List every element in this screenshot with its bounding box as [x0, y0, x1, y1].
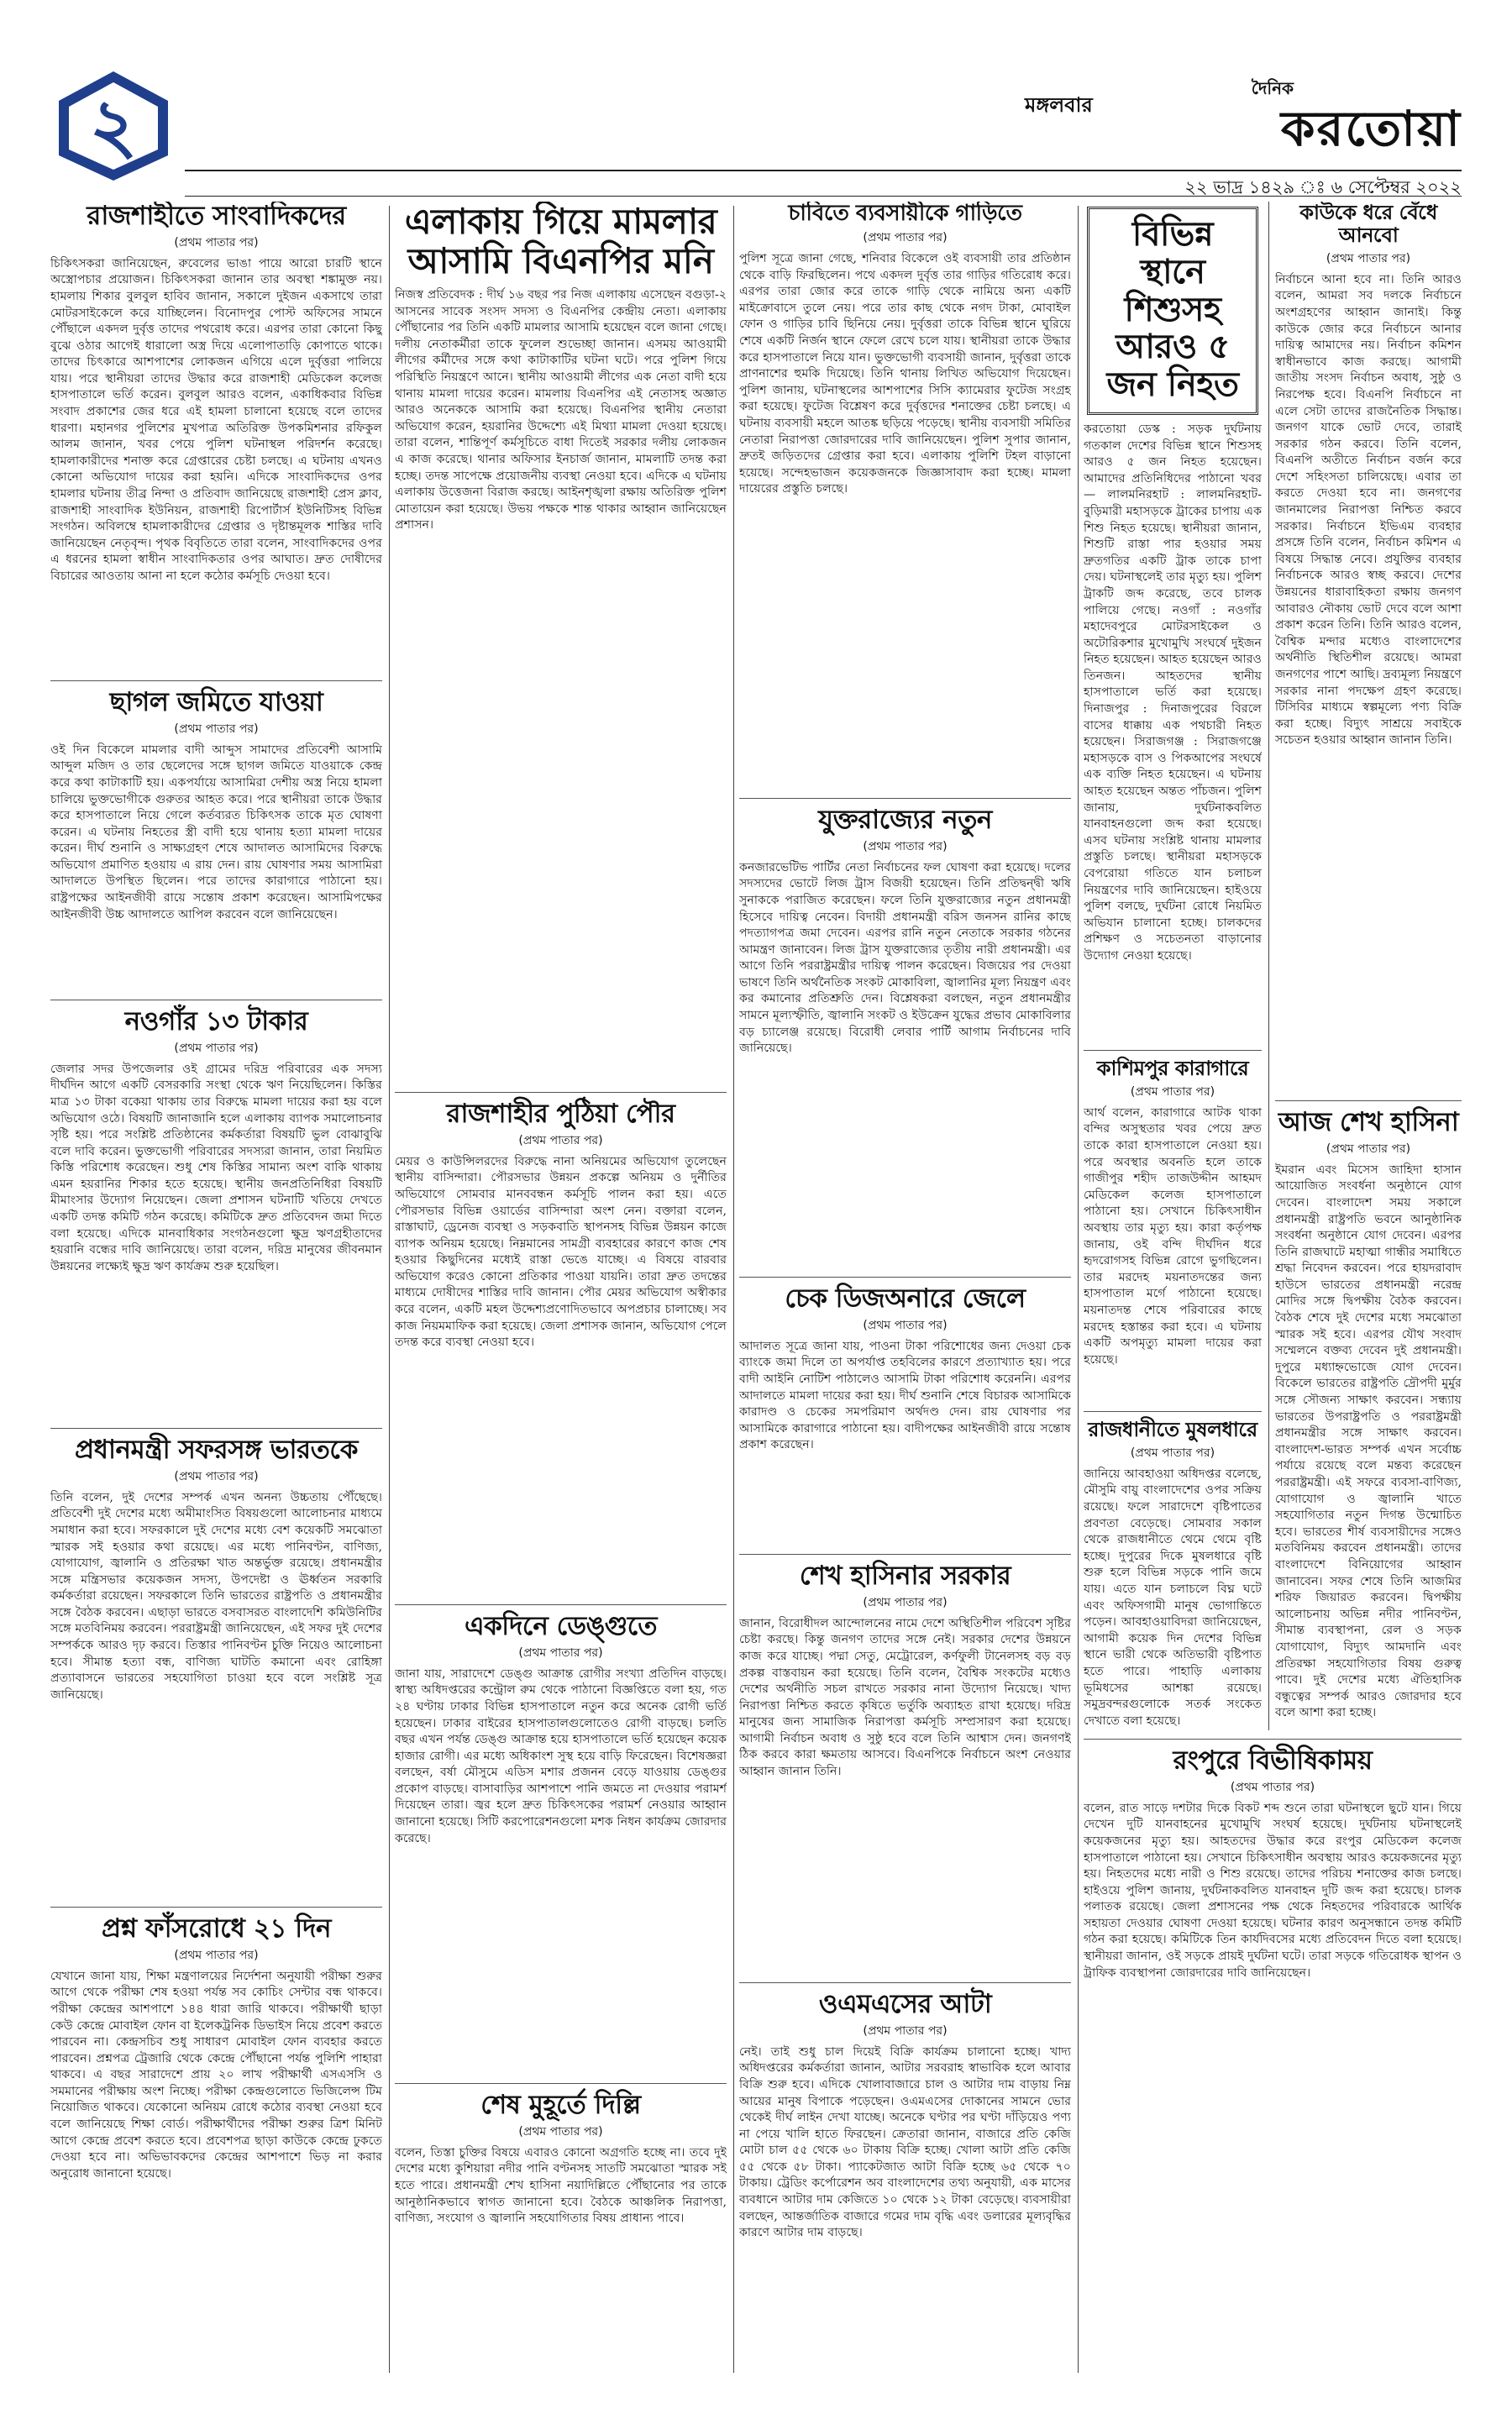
column-4-left — [1084, 202, 1262, 1730]
story-body: জানিয়ে আবহাওয়া অধিদপ্তর বলেছে, মৌসুমি বায়ু বাংলাদেশের ওপর সক্রিয় রয়েছে। ফলে সারাদেশে বৃষ্টিপাতের প্রবণতা বেড়েছে। সোমবার সকাল থেকে রাজধানীতে থেমে থেমে বৃষ্টি হচ্ছে। দুপুরের দিকে মুষলধারে বৃষ্টি শুরু হলে বিভিন্ন সড়কে পানি জমে যায়। এতে যান চলাচলে বিঘ্ন ঘটে এবং অফিসগামী মানুষ ভোগান্তিতে পড়েন। আবহাওয়াবিদরা জানিয়েছেন, আগামী কয়েক দিন দেশের বিভিন্ন স্থানে ভারী থেকে অতিভারী বৃষ্টিপাত হতে পারে। পাহাড়ি এলাকায় ভূমিধসের আশঙ্কা রয়েছে। সমুদ্রবন্দরগুলোকে সতর্ক সংকেত দেখাতে বলা হয়েছে। — [1084, 1467, 1262, 1728]
story-body: তিনি বলেন, দুই দেশের সম্পর্ক এখন অনন্য উচ্চতায় পৌঁছেছে। প্রতিবেশী দুই দেশের মধ্যে অমীমাংসিত বিষয়গুলো আলোচনার মাধ্যমে সমাধান করা হবে। সফরকালে দুই দেশের মধ্যে বেশ কয়েকটি সমঝোতা স্মারক সই হওয়ার কথা রয়েছে। এর মধ্যে পানিবণ্টন, বাণিজ্য, যোগাযোগ, জ্বালানি ও প্রতিরক্ষা খাত অন্তর্ভুক্ত রয়েছে। প্রধানমন্ত্রীর সঙ্গে মন্ত্রিসভার কয়েকজন সদস্য, উপদেষ্টা ও ঊর্ধ্বতন সরকারি কর্মকর্তারা রয়েছেন। সফরকালে তিনি ভারতের রাষ্ট্রপতি ও প্রধানমন্ত্রীর সঙ্গে বৈঠক করবেন। এছাড়া ভারতে বসবাসরত বাংলাদেশি কমিউনিটির সঙ্গে মতবিনিময় করবেন। পররাষ্ট্রমন্ত্রী জানিয়েছেন, এই সফর দুই দেশের সম্পর্ককে আরও দৃঢ় করবে। তিস্তার পানিবণ্টন চুক্তি নিয়েও আলোচনা হবে। সীমান্ত হত্যা বন্ধ, বাণিজ্য ঘাটতি কমানো এবং রোহিঙ্গা প্রত্যাবাসনে ভারতের সহযোগিতা চাওয়া হবে বলে সংশ্লিষ্ট সূত্র জানিয়েছে। — [50, 1490, 382, 1702]
story-body: নির্বাচনে আনা হবে না। তিনি আরও বলেন, আমরা সব দলকে নির্বাচনে অংশগ্রহণের আহ্বান জানাই। কিন্তু কাউকে জোর করে নির্বাচনে আনার দায়িত্ব আমাদের নয়। নির্বাচন কমিশন স্বাধীনভাবে কাজ করছে। আগামী জাতীয় সংসদ নির্বাচন অবাধ, সুষ্ঠু ও নিরপেক্ষ হবে। বিএনপি নির্বাচনে না এলে সেটা তাদের রাজনৈতিক সিদ্ধান্ত। জনগণ যাকে ভোট দেবে, তারাই সরকার গঠন করবে। তিনি বলেন, বিএনপি অতীতে নির্বাচন বর্জন করে দেশে সহিংসতা চালিয়েছে। এবার তা করতে দেওয়া হবে না। জনগণের জানমালের নিরাপত্তা নিশ্চিত করবে সরকার। নির্বাচনে ইভিএম ব্যবহার প্রসঙ্গে তিনি বলেন, নির্বাচন কমিশন এ বিষয়ে সিদ্ধান্ত নেবে। প্রযুক্তির ব্যবহার নির্বাচনকে আরও স্বচ্ছ করবে। দেশের উন্নয়নের ধারাবাহিকতা রক্ষায় জনগণ আবারও নৌকায় ভোট দেবে বলে আশা প্রকাশ করেন তিনি। তিনি আরও বলেন, বৈশ্বিক মন্দার মধ্যেও বাংলাদেশের অর্থনীতি স্থিতিশীল রয়েছে। আমরা জনগণের পাশে আছি। দ্রব্যমূল্য নিয়ন্ত্রণে সরকার নানা পদক্ষেপ গ্রহণ করেছে। টিসিবির মাধ্যমে স্বল্পমূল্যে পণ্য বিক্রি করা হচ্ছে। বিদ্যুৎ সাশ্রয়ে সবাইকে সচেতন হওয়ার আহ্বান জানান তিনি। — [1275, 272, 1462, 748]
story-body: চিকিৎসকরা জানিয়েছেন, রুবেলের ভাঙা পায়ে আরো চারটি স্থানে অস্ত্রোপচার প্রয়োজন। চিকিৎসকরা জানান তার অবস্থা শঙ্কামুক্ত নয়। হামলায় শিকার বুলবুল হাবিব জানান, সকালে দুইজন একসাথে তারা মোটরসাইকেলে করে যাচ্ছিলেন। বিনোদপুর পোস্ট অফিসের সামনে পৌঁছালে একদল দুর্বৃত্ত তাদের পথরোধ করে। এরপর তারা কোনো কিছু বুঝে ওঠার আগেই ধারালো অস্ত্র দিয়ে এলোপাতাড়ি কোপাতে থাকে। তাদের চিৎকারে আশপাশের লোকজন এগিয়ে এলে দুর্বৃত্তরা পালিয়ে যায়। পরে স্থানীয়রা তাদের উদ্ধার করে রাজশাহী মেডিকেল কলেজ হাসপাতালে ভর্তি করেন। বুলবুল আরও বলেন, একাধিকবার বিভিন্ন সংবাদ প্রকাশের জের ধরে এই হামলা চালানো হয়েছে বলে তাদের ধারণা। মহানগর পুলিশের মুখপাত্র অতিরিক্ত উপকমিশনার রফিকুল আলম জানান, খবর পেয়ে পুলিশ ঘটনাস্থল পরিদর্শন করেছে। হামলাকারীদের শনাক্ত করে গ্রেপ্তারের চেষ্টা চলছে। এ ঘটনায় এখনও কোনো অভিযোগ দায়ের করা হয়নি। এদিকে সাংবাদিকদের ওপর হামলার ঘটনায় তীব্র নিন্দা ও প্রতিবাদ জানিয়েছে রাজশাহী প্রেস ক্লাব, রাজশাহী সাংবাদিক ইউনিয়ন, রাজশাহী রিপোর্টার্স ইউনিটিসহ বিভিন্ন সংগঠন। অবিলম্বে হামলাকারীদের গ্রেপ্তার ও দৃষ্টান্তমূলক শাস্তির দাবি জানিয়েছেন নেতৃবৃন্দ। পৃথক বিবৃতিতে তারা বলেন, সাংবাদিকদের ওপর এ ধরনের হামলা স্বাধীন সাংবাদিকতার ওপর আঘাত। দ্রুত দোষীদের বিচারের আওতায় আনা না হলে কঠোর কর্মসূচি দেওয়া হবে। — [50, 256, 382, 583]
column-4-right — [1275, 202, 1462, 1730]
story-headline: যুক্তরাজ্যের নতুন — [818, 805, 992, 835]
story-headline: আজ শেখ হাসিনা — [1278, 1107, 1459, 1137]
story-pm-india — [50, 1428, 382, 1898]
story-kashimpur — [1084, 1050, 1262, 1403]
continued-label: (প্রথম পাতার পর) — [174, 722, 259, 736]
story-body: আর্থ বলেন, কারাগারে আটক থাকা বন্দির অসুস্থতার খবর পেয়ে দ্রুত তাকে কারা হাসপাতালে নেওয়া হয়। পরে অবস্থার অবনতি হলে তাকে গাজীপুর শহীদ তাজউদ্দীন আহমদ মেডিকেল কলেজ হাসপাতালে পাঠানো হয়। সেখানে চিকিৎসাধীন অবস্থায় তার মৃত্যু হয়। কারা কর্তৃপক্ষ জানায়, ওই বন্দি দীর্ঘদিন ধরে হৃদরোগসহ বিভিন্ন রোগে ভুগছিলেন। তার মরদেহ ময়নাতদন্তের জন্য হাসপাতাল মর্গে পাঠানো হয়েছে। ময়নাতদন্ত শেষে পরিবারের কাছে মরদেহ হস্তান্তর করা হবে। এ ঘটনায় একটি অপমৃত্যু মামলা দায়ের করা হয়েছে। — [1084, 1105, 1262, 1367]
story-body: ওই দিন বিকেলে মামলার বাদী আব্দুস সামাদের প্রতিবেশী আসামি আব্দুল মজিদ ও তার ছেলেদের সঙ্গে ছাগল জমিতে যাওয়াকে কেন্দ্র করে কথা কাটাকাটি হয়। একপর্যায়ে আসামিরা দেশীয় অস্ত্র নিয়ে হামলা চালিয়ে ভুক্তভোগীকে গুরুতর আহত করে। পরে স্থানীয়রা তাকে উদ্ধার করে হাসপাতালে নিয়ে গেলে কর্তব্যরত চিকিৎসক তাকে মৃত ঘোষণা করেন। এ ঘটনায় নিহতের স্ত্রী বাদী হয়ে থানায় হত্যা মামলা দায়ের করেন। দীর্ঘ শুনানি ও সাক্ষ্যগ্রহণ শেষে আদালত আসামিদের বিরুদ্ধে অভিযোগ প্রমাণিত হওয়ায় এ রায় দেন। রায় ঘোষণার সময় আসামিরা আদালতে উপস্থিত ছিলেন। পরে তাদের কারাগারে পাঠানো হয়। রাষ্ট্রপক্ষের আইনজীবী রায়ে সন্তোষ প্রকাশ করেছেন। আসামিপক্ষের আইনজীবী উচ্চ আদালতে আপিল করবেন বলে জানিয়েছেন। — [50, 743, 382, 921]
continued-label: (প্রথম পাতার পর) — [1326, 1142, 1411, 1156]
story-hasina-sarkar — [739, 1554, 1071, 1974]
continued-label: (প্রথম পাতার পর) — [174, 1041, 259, 1055]
story-body: করতোয়া ডেস্ক : সড়ক দুর্ঘটনায় গতকাল দেশের বিভিন্ন স্থানে শিশুসহ আরও ৫ জন নিহত হয়েছেন। আমাদের প্রতিনিধিদের পাঠানো খবর— লালমনিরহাট : লালমনিরহাট-বুড়িমারী মহাসড়কে ট্রাকের চাপায় এক শিশু নিহত হয়েছে। স্থানীয়রা জানান, শিশুটি রাস্তা পার হওয়ার সময় দ্রুতগতির একটি ট্রাক তাকে চাপা দেয়। ঘটনাস্থলেই তার মৃত্যু হয়। পুলিশ ট্রাকটি জব্দ করেছে, তবে চালক পালিয়ে গেছে। নওগাঁ : নওগাঁর মহাদেবপুরে মোটরসাইকেল ও অটোরিকশার মুখোমুখি সংঘর্ষে দুইজন নিহত হয়েছেন। আহত হয়েছেন আরও তিনজন। আহতদের স্থানীয় হাসপাতালে ভর্তি করা হয়েছে। দিনাজপুর : দিনাজপুরের বিরলে বাসের ধাক্কায় এক পথচারী নিহত হয়েছেন। সিরাজগঞ্জ : সিরাজগঞ্জে মহাসড়কে বাস ও পিকআপের সংঘর্ষে এক ব্যক্তি নিহত হয়েছেন। এ ঘটনায় আহত হয়েছেন অন্তত পাঁচজন। পুলিশ জানায়, দুর্ঘটনাকবলিত যানবাহনগুলো জব্দ করা হয়েছে। এসব ঘটনায় সংশ্লিষ্ট থানায় মামলার প্রস্তুতি চলছে। স্থানীয়রা মহাসড়কে বেপরোয়া গতিতে যান চলাচল নিয়ন্ত্রণের দাবি জানিয়েছেন। হাইওয়ে পুলিশ বলছে, দুর্ঘটনা রোধে নিয়মিত অভিযান চালানো হচ্ছে। চালকদের প্রশিক্ষণ ও সচেতনতা বাড়ানোর উদ্যোগ নেওয়া হয়েছে। — [1084, 422, 1262, 963]
newspaper-logo-name: করতোয়া — [1280, 100, 1462, 157]
story-body: মেয়র ও কাউন্সিলরদের বিরুদ্ধে নানা অনিয়মের অভিযোগ তুলেছেন স্থানীয় বাসিন্দারা। পৌরসভার উন্নয়ন প্রকল্পে অনিয়ম ও দুর্নীতির অভিযোগে সোমবার মানববন্ধন কর্মসূচি পালন করা হয়। এতে পৌরসভার বিভিন্ন ওয়ার্ডের বাসিন্দারা অংশ নেন। বক্তারা বলেন, রাস্তাঘাট, ড্রেনেজ ব্যবস্থা ও সড়কবাতি স্থাপনসহ বিভিন্ন উন্নয়ন কাজে ব্যাপক অনিয়ম হয়েছে। নিম্নমানের সামগ্রী ব্যবহারের কারণে কাজ শেষ হওয়ার কিছুদিনের মধ্যেই রাস্তা ভেঙে যাচ্ছে। এ বিষয়ে বারবার অভিযোগ করেও কোনো প্রতিকার পাওয়া যায়নি। তারা দ্রুত তদন্তের মাধ্যমে দোষীদের শাস্তির দাবি জানান। পৌর মেয়র অভিযোগ অস্বীকার করে বলেন, একটি মহল উদ্দেশ্যপ্রণোদিতভাবে অপপ্রচার চালাচ্ছে। সব কাজ নিয়মমাফিক করা হয়েছে। জেলা প্রশাসক জানান, অভিযোগ পেলে তদন্ত করে ব্যবস্থা নেওয়া হবে। — [395, 1154, 727, 1350]
story-headline: বিভিন্ন স্থানে শিশুসহ আরও ৫ জন নিহত — [1087, 207, 1258, 415]
story-naogaon — [50, 1000, 382, 1420]
story-kaukhe — [1275, 202, 1462, 1092]
story-headline: কাউকে ধরে বেঁধে আনবো — [1299, 202, 1437, 247]
continued-label: (প্রথম পাতার পর) — [1130, 1446, 1215, 1460]
story-body: জেলার সদর উপজেলার ওই গ্রামের দরিদ্র পরিবারের এক সদস্য দীর্ঘদিন আগে একটি বেসরকারি সংস্থা থেকে ঋণ নিয়েছিলেন। কিস্তির মাত্র ১৩ টাকা বকেয়া থাকায় তার বিরুদ্ধে মামলা দায়ের করা হয় বলে অভিযোগ ওঠে। বিষয়টি জানাজানি হলে এলাকায় ব্যাপক সমালোচনার সৃষ্টি হয়। পরে সংশ্লিষ্ট প্রতিষ্ঠানের কর্মকর্তারা বিষয়টি ভুল বোঝাবুঝি বলে দাবি করেন। ভুক্তভোগী পরিবারের সদস্যরা জানান, তারা নিয়মিত কিস্তি পরিশোধ করেছেন। শুধু শেষ কিস্তির সামান্য অংশ বাকি থাকায় এমন হয়রানির শিকার হতে হয়েছে। স্থানীয় জনপ্রতিনিধিরা বিষয়টি মীমাংসার উদ্যোগ নিয়েছেন। জেলা প্রশাসন ঘটনাটি খতিয়ে দেখতে একটি তদন্ত কমিটি গঠন করেছে। কমিটিকে দ্রুত প্রতিবেদন জমা দিতে বলা হয়েছে। এদিকে মানবাধিকার সংগঠনগুলো ক্ষুদ্র ঋণগ্রহীতাদের হয়রানি বন্ধের দাবি জানিয়েছে। তারা বলেন, দরিদ্র মানুষের জীবনমান উন্নয়নের লক্ষ্যেই ক্ষুদ্র ঋণ কার্যক্রম শুরু হয়েছিল। — [50, 1062, 382, 1273]
continued-label: (প্রথম পাতার পর) — [863, 839, 948, 853]
continued-label: (প্রথম পাতার পর) — [518, 1133, 603, 1147]
masthead — [50, 50, 1462, 197]
story-headline: নওগাঁর ১৩ টাকার — [124, 1006, 308, 1037]
story-headline: শেষ মুহূর্তে দিল্লি — [480, 2090, 641, 2120]
story-rajshahi-pourashava — [395, 1092, 727, 1596]
story-rangpur — [1084, 1739, 1462, 2377]
masthead-right — [1025, 71, 1462, 164]
continued-label: (প্রথম পাতার পর) — [518, 1645, 603, 1660]
column-rule — [1268, 202, 1269, 1730]
continued-label: (প্রথম পাতার পর) — [863, 231, 948, 245]
story-body: পুলিশ সূত্রে জানা গেছে, শনিবার বিকেলে ওই ব্যবসায়ী তার প্রতিষ্ঠান থেকে বাড়ি ফিরছিলেন। পথে একদল দুর্বৃত্ত তার গাড়ির গতিরোধ করে। এরপর তারা জোর করে তাকে গাড়ি থেকে নামিয়ে অন্য একটি মাইক্রোবাসে তুলে নেয়। পরে তার কাছ থেকে নগদ টাকা, মোবাইল ফোন ও গাড়ির চাবি ছিনিয়ে নেয়। দুর্বৃত্তরা তাকে বিভিন্ন স্থানে ঘুরিয়ে শেষে একটি নির্জন স্থানে ফেলে রেখে চলে যায়। স্থানীয়রা তাকে উদ্ধার করে হাসপাতালে নিয়ে যান। ভুক্তভোগী ব্যবসায়ী জানান, দুর্বৃত্তরা তাকে প্রাণনাশের হুমকি দিয়েছে। তিনি থানায় লিখিত অভিযোগ দিয়েছেন। পুলিশ জানায়, ঘটনাস্থলের আশপাশের সিসি ক্যামেরার ফুটেজ সংগ্রহ করা হয়েছে। ফুটেজ বিশ্লেষণ করে দুর্বৃত্তদের শনাক্তের চেষ্টা চলছে। এ ঘটনায় ব্যবসায়ী মহলে আতঙ্ক ছড়িয়ে পড়েছে। স্থানীয় ব্যবসায়ী সমিতির নেতারা নিরাপত্তা জোরদারের দাবি জানিয়েছেন। পুলিশ সুপার জানান, দ্রুতই জড়িতদের গ্রেপ্তার করা হবে। এলাকায় পুলিশি টহল বাড়ানো হয়েছে। সন্দেহভাজন কয়েকজনকে জিজ্ঞাসাবাদ করা হচ্ছে। মামলা দায়েরের প্রস্তুতি চলছে। — [739, 252, 1071, 496]
story-body: জানা যায়, সারাদেশে ডেঙ্গু আক্রান্ত রোগীর সংখ্যা প্রতিদিন বাড়ছে। স্বাস্থ্য অধিদপ্তরের কন্ট্রোল রুম থেকে পাঠানো বিজ্ঞপ্তিতে বলা হয়, গত ২৪ ঘণ্টায় ঢাকার বিভিন্ন হাসপাতালে নতুন করে অনেক রোগী ভর্তি হয়েছেন। ঢাকার বাইরের হাসপাতালগুলোতেও রোগী বাড়ছে। চলতি বছর এখন পর্যন্ত ডেঙ্গু আক্রান্ত হয়ে হাসপাতালে ভর্তি হয়েছেন কয়েক হাজার রোগী। এর মধ্যে অধিকাংশ সুস্থ হয়ে বাড়ি ফিরেছেন। বিশেষজ্ঞরা বলছেন, বর্ষা মৌসুমে এডিস মশার প্রজনন বেড়ে যাওয়ায় ডেঙ্গুর প্রকোপ বাড়ছে। বাসাবাড়ির আশপাশে পানি জমতে না দেওয়ার পরামর্শ দিয়েছেন তারা। জ্বর হলে দ্রুত চিকিৎসকের পরামর্শ নেওয়ার আহ্বান জানানো হয়েছে। সিটি করপোরেশনগুলো মশক নিধন কার্যক্রম জোরদার করেছে। — [395, 1666, 727, 1845]
continued-label: (প্রথম পাতার পর) — [174, 1948, 259, 1962]
story-headline: ওএমএসের আটা — [818, 1989, 992, 2019]
story-body: ইমরান এবং মিসেস জাহিদা হাসান আয়োজিত সংবর্ধনা অনুষ্ঠানে যোগ দেবেন। বাংলাদেশ সময় সকালে প্রধানমন্ত্রী রাষ্ট্রপতি ভবনে আনুষ্ঠানিক সংবর্ধনা অনুষ্ঠানে যোগ দেবেন। এরপর তিনি রাজঘাটে মহাত্মা গান্ধীর সমাধিতে শ্রদ্ধা নিবেদন করবেন। পরে হায়দরাবাদ হাউসে ভারতের প্রধানমন্ত্রী নরেন্দ্র মোদির সঙ্গে দ্বিপক্ষীয় বৈঠক করবেন। বৈঠক শেষে দুই দেশের মধ্যে সমঝোতা স্মারক সই হবে। এরপর যৌথ সংবাদ সম্মেলনে বক্তব্য দেবেন দুই প্রধানমন্ত্রী। দুপুরে মধ্যাহ্নভোজে যোগ দেবেন। বিকেলে ভারতের রাষ্ট্রপতি দ্রৌপদী মুর্মুর সঙ্গে সৌজন্য সাক্ষাৎ করবেন। সন্ধ্যায় ভারতের উপরাষ্ট্রপতি ও পররাষ্ট্রমন্ত্রী প্রধানমন্ত্রীর সঙ্গে সাক্ষাৎ করবেন। বাংলাদেশ-ভারত সম্পর্ক এখন সর্বোচ্চ পর্যায়ে রয়েছে বলে মন্তব্য করেছেন পররাষ্ট্রমন্ত্রী। এই সফরে ব্যবসা-বাণিজ্য, যোগাযোগ ও জ্বালানি খাতে সহযোগিতার নতুন দিগন্ত উন্মোচিত হবে। ভারতের শীর্ষ ব্যবসায়ীদের সঙ্গেও মতবিনিময় করবেন প্রধানমন্ত্রী। তাদের বাংলাদেশে বিনিয়োগের আহ্বান জানাবেন। সফর শেষে তিনি আজমির শরিফ জিয়ারত করবেন। দ্বিপক্ষীয় আলোচনায় অভিন্ন নদীর পানিবণ্টন, সীমান্ত ব্যবস্থাপনা, রেল ও সড়ক যোগাযোগ, বিদ্যুৎ আমদানি এবং প্রতিরক্ষা সহযোগিতার বিষয় গুরুত্ব পাবে। দুই দেশের মধ্যে ঐতিহাসিক বন্ধুত্বের সম্পর্ক আরও জোরদার হবে বলে আশা করা হচ্ছে। — [1275, 1163, 1462, 1720]
date-line: ২২ ভাদ্র ১৪২৯ ঃ ৬ সেপ্টেম্বর ২০২২ — [185, 170, 1462, 197]
story-delhi — [395, 2083, 727, 2360]
newspaper-logo-small: দৈনিক — [1251, 78, 1294, 98]
page-number-badge — [50, 67, 176, 185]
story-headline: প্রধানমন্ত্রী সফরসঙ্গ ভারতকে — [75, 1435, 358, 1465]
story-uk-pm — [739, 798, 1071, 1268]
story-body: জানান, বিরোধীদল আন্দোলনের নামে দেশে অস্থিতিশীল পরিবেশ সৃষ্টির চেষ্টা করছে। কিন্তু জনগণ তাদের সঙ্গে নেই। সরকার দেশের উন্নয়নে কাজ করে যাচ্ছে। পদ্মা সেতু, মেট্রোরেল, কর্ণফুলী টানেলসহ বড় বড় প্রকল্প বাস্তবায়ন করা হয়েছে। তিনি বলেন, বৈশ্বিক সংকটের মধ্যেও দেশের অর্থনীতি সচল রাখতে সরকার নানা উদ্যোগ নিয়েছে। খাদ্য নিরাপত্তা নিশ্চিত করতে কৃষিতে ভর্তুকি অব্যাহত রাখা হয়েছে। দরিদ্র মানুষের জন্য সামাজিক নিরাপত্তা কর্মসূচি সম্প্রসারণ করা হয়েছে। আগামী নির্বাচন অবাধ ও সুষ্ঠু হবে বলে তিনি আশ্বাস দেন। জনগণই ঠিক করবে কারা ক্ষমতায় আসবে। বিএনপিকে নির্বাচনে অংশ নেওয়ার আহ্বান জানান তিনি। — [739, 1616, 1071, 1779]
weekday: মঙ্গলবার — [1025, 92, 1093, 117]
column-rule — [389, 206, 390, 2373]
story-aaj-hasina — [1275, 1100, 1462, 1722]
continued-label: (প্রথম পাতার পর) — [1326, 251, 1411, 265]
story-headline: একদিনে ডেঙ্গুতে — [464, 1611, 658, 1641]
story-headline: কাশিমপুর কারাগারে — [1096, 1057, 1249, 1080]
continued-label: (প্রথম পাতার পর) — [863, 1318, 948, 1332]
column-rule — [733, 206, 734, 2373]
story-headline: রাজশাহীতে সাংবাদিকদের — [87, 202, 346, 231]
continued-label: (প্রথম পাতার পর) — [1230, 1780, 1315, 1794]
story-headline: ছাগল জমিতে যাওয়া — [109, 687, 323, 717]
story-shishu — [1084, 202, 1262, 1042]
story-rajshahi-journalists — [50, 202, 382, 672]
story-body: বলেন, তিস্তা চুক্তির বিষয়ে এবারও কোনো অগ্রগতি হচ্ছে না। তবে দুই দেশের মধ্যে কুশিয়ারা নদীর পানি বণ্টনসহ সাতটি সমঝোতা স্মারক সই হতে পারে। প্রধানমন্ত্রী শেখ হাসিনা নয়াদিল্লিতে পৌঁছানোর পর তাকে আনুষ্ঠানিকভাবে স্বাগত জানানো হবে। বৈঠকে আঞ্চলিক নিরাপত্তা, বাণিজ্য, সংযোগ ও জ্বালানি সহযোগিতার বিষয় প্রাধান্য পাবে। — [395, 2145, 727, 2226]
story-dengue — [395, 1604, 727, 2075]
page-number: ২ — [89, 82, 138, 169]
story-headline: প্রশ্ন ফাঁসরোধে ২১ দিন — [102, 1913, 331, 1944]
story-body: আদালত সূত্রে জানা যায়, পাওনা টাকা পরিশোধের জন্য দেওয়া চেক ব্যাংকে জমা দিলে তা অপর্যাপ্ত তহবিলের কারণে প্রত্যাখ্যাত হয়। পরে বাদী আইনি নোটিশ পাঠালেও আসামি টাকা পরিশোধ করেননি। এরপর আদালতে মামলা দায়ের করা হয়। দীর্ঘ শুনানি শেষে বিচারক আসামিকে কারাদণ্ড ও চেকের সমপরিমাণ অর্থদণ্ড দেন। রায় ঘোষণার পর আসামিকে কারাগারে পাঠানো হয়। বাদীপক্ষের আইনজীবী রায়ে সন্তোষ প্রকাশ করেছেন। — [739, 1339, 1071, 1452]
continued-label: (প্রথম পাতার পর) — [1130, 1084, 1215, 1099]
column-rule — [1078, 206, 1079, 2373]
column-4 — [1084, 202, 1462, 2377]
continued-label: (প্রথম পাতার পর) — [518, 2124, 603, 2139]
story-oms — [739, 1982, 1071, 2377]
story-body: নেই। তাই শুধু চাল দিয়েই বিক্রি কার্যক্রম চালানো হচ্ছে। খাদ্য অধিদপ্তরের কর্মকর্তারা জানান, আটার সরবরাহ স্বাভাবিক হলে আবার বিক্রি শুরু হবে। এদিকে খোলাবাজারে চাল ও আটার দাম বাড়ায় নিম্ন আয়ের মানুষ বিপাকে পড়েছেন। ওএমএসের দোকানের সামনে ভোর থেকেই দীর্ঘ লাইন দেখা যাচ্ছে। অনেকে ঘণ্টার পর ঘণ্টা দাঁড়িয়েও পণ্য না পেয়ে খালি হাতে ফিরছেন। ক্রেতারা জানান, বাজারে প্রতি কেজি মোটা চাল ৫৫ থেকে ৬০ টাকায় বিক্রি হচ্ছে। খোলা আটা প্রতি কেজি ৫৫ থেকে ৫৮ টাকা। প্যাকেটজাত আটা বিক্রি হচ্ছে ৬৫ থেকে ৭০ টাকায়। ট্রেডিং কর্পোরেশন অব বাংলাদেশের তথ্য অনুযায়ী, এক মাসের ব্যবধানে আটার দাম কেজিতে ১০ থেকে ১২ টাকা বেড়েছে। ব্যবসায়ীরা বলছেন, আন্তর্জাতিক বাজারে গমের দাম বৃদ্ধি এবং ডলারের মূল্যবৃদ্ধির কারণে আটার দাম বাড়ছে। — [739, 2044, 1071, 2240]
story-rain — [1084, 1411, 1262, 1730]
story-chabi — [739, 202, 1071, 790]
story-body: বলেন, রাত সাড়ে দশটার দিকে বিকট শব্দ শুনে তারা ঘটনাস্থলে ছুটে যান। গিয়ে দেখেন দুটি যানবাহনের মুখোমুখি সংঘর্ষ হয়েছে। দুর্ঘটনায় ঘটনাস্থলেই কয়েকজনের মৃত্যু হয়। আহতদের উদ্ধার করে রংপুর মেডিকেল কলেজ হাসপাতালে পাঠানো হয়। সেখানে চিকিৎসাধীন অবস্থায় আরও কয়েকজনের মৃত্যু হয়। নিহতদের মধ্যে নারী ও শিশু রয়েছে। তাদের পরিচয় শনাক্তের কাজ চলছে। হাইওয়ে পুলিশ জানায়, দুর্ঘটনাকবলিত যানবাহন দুটি জব্দ করা হয়েছে। চালক পলাতক রয়েছে। জেলা প্রশাসনের পক্ষ থেকে নিহতদের পরিবারকে আর্থিক সহায়তা দেওয়ার ঘোষণা দেওয়া হয়েছে। ঘটনার কারণ অনুসন্ধানে তদন্ত কমিটি গঠন করা হয়েছে। কমিটিকে তিন কার্যদিবসের মধ্যে প্রতিবেদন দিতে বলা হয়েছে। স্থানীয়রা জানান, ওই সড়কে প্রায়ই দুর্ঘটনা ঘটে। তারা সড়কে গতিরোধক স্থাপন ও ট্রাফিক ব্যবস্থাপনা জোরদারের দাবি জানিয়েছেন। — [1084, 1801, 1462, 1980]
story-headline: রাজধানীতে মুষলধারে — [1088, 1418, 1257, 1441]
column-3 — [739, 202, 1071, 2377]
continued-label: (প্রথম পাতার পর) — [863, 2023, 948, 2038]
newspaper-logo — [1176, 71, 1462, 164]
story-headline: এলাকায় গিয়ে মামলার আসামি বিএনপির মনি — [404, 202, 717, 282]
continued-label: (প্রথম পাতার পর) — [174, 235, 259, 249]
story-body: কনজারভেটিভ পার্টির নেতা নির্বাচনের ফল ঘোষণা করা হয়েছে। দলের সদস্যদের ভোটে লিজ ট্রাস বিজয়ী হয়েছেন। তিনি প্রতিদ্বন্দ্বী ঋষি সুনাককে পরাজিত করেছেন। ফলে তিনি যুক্তরাজ্যের নতুন প্রধানমন্ত্রী হিসেবে দায়িত্ব নেবেন। বিদায়ী প্রধানমন্ত্রী বরিস জনসন রানির কাছে পদত্যাগপত্র জমা দেবেন। এরপর রানি নতুন নেতাকে সরকার গঠনের আমন্ত্রণ জানাবেন। লিজ ট্রাস যুক্তরাজ্যের তৃতীয় নারী প্রধানমন্ত্রী। এর আগে তিনি পররাষ্ট্রমন্ত্রীর দায়িত্ব পালন করেছেন। বিজয়ের পর দেওয়া ভাষণে তিনি অর্থনৈতিক সংকট মোকাবিলা, জ্বালানির মূল্য নিয়ন্ত্রণ এবং কর কমানোর প্রতিশ্রুতি দেন। বিশ্লেষকরা বলছেন, নতুন প্রধানমন্ত্রীর সামনে মূল্যস্ফীতি, জ্বালানি সংকট ও ইউক্রেন যুদ্ধের প্রভাব মোকাবিলার বড় চ্যালেঞ্জ রয়েছে। বিরোধী লেবার পার্টি আগাম নির্বাচনের দাবি জানিয়েছে। — [739, 860, 1071, 1056]
story-headline: চেক ডিজঅনারে জেলে — [785, 1283, 1026, 1314]
continued-label: (প্রথম পাতার পর) — [174, 1469, 259, 1483]
story-cheque — [739, 1277, 1071, 1546]
continued-label: (প্রথম পাতার পর) — [863, 1595, 948, 1609]
column-2 — [395, 202, 727, 2377]
story-headline: চাবিতে ব্যবসায়ীকে গাড়িতে — [788, 202, 1022, 226]
story-headline: রংপুরে বিভীষিকাময় — [1173, 1745, 1373, 1776]
story-bnp-mamla — [395, 202, 727, 1084]
story-body: নিজস্ব প্রতিবেদক : দীর্ঘ ১৬ বছর পর নিজ এলাকায় এসেছেন বগুড়া-২ আসনের সাবেক সংসদ সদস্য ও বিএনপির কেন্দ্রীয় নেতা। এলাকায় পৌঁছানোর পর তিনি একটি মামলার আসামি হয়েছেন বলে জানা গেছে। দলীয় নেতাকর্মীরা তাকে ফুলেল শুভেচ্ছা জানান। এসময় আওয়ামী লীগের কর্মীদের সঙ্গে কথা কাটাকাটির ঘটনা ঘটে। পরে পুলিশ গিয়ে পরিস্থিতি নিয়ন্ত্রণে আনে। স্থানীয় আওয়ামী লীগের এক নেতা বাদী হয়ে থানায় মামলা দায়ের করেন। মামলায় বিএনপির এই নেতাসহ অজ্ঞাত আরও অনেককে আসামি করা হয়েছে। বিএনপির স্থানীয় নেতারা অভিযোগ করেন, হয়রানির উদ্দেশ্যে এই মিথ্যা মামলা দেওয়া হয়েছে। তারা বলেন, শান্তিপূর্ণ কর্মসূচিতে বাধা দিতেই সরকার দলীয় লোকজন এ কাজ করেছে। থানার অফিসার ইনচার্জ জানান, মামলাটি তদন্ত করা হচ্ছে। তদন্ত সাপেক্ষে প্রয়োজনীয় ব্যবস্থা নেওয়া হবে। এদিকে এ ঘটনায় এলাকায় উত্তেজনা বিরাজ করছে। আইনশৃঙ্খলা রক্ষায় অতিরিক্ত পুলিশ মোতায়েন করা হয়েছে। উভয় পক্ষকে শান্ত থাকার আহ্বান জানিয়েছেন প্রশাসন। — [395, 288, 727, 533]
story-body: যেখানে জানা যায়, শিক্ষা মন্ত্রণালয়ের নির্দেশনা অনুযায়ী পরীক্ষা শুরুর আগে থেকে পরীক্ষা শেষ হওয়া পর্যন্ত সব কোচিং সেন্টার বন্ধ থাকবে। পরীক্ষা কেন্দ্রের আশপাশে ১৪৪ ধারা জারি থাকবে। পরীক্ষার্থী ছাড়া কেউ কেন্দ্রে মোবাইল ফোন বা ইলেকট্রনিক ডিভাইস নিয়ে প্রবেশ করতে পারবেন না। কেন্দ্রসচিব শুধু সাধারণ মোবাইল ফোন ব্যবহার করতে পারবেন। প্রশ্নপত্র ট্রেজারি থেকে কেন্দ্রে পৌঁছানো পর্যন্ত পুলিশি পাহারা থাকবে। এ বছর সারাদেশে প্রায় ২০ লাখ পরীক্ষার্থী এসএসসি ও সমমানের পরীক্ষায় অংশ নিচ্ছে। পরীক্ষা কেন্দ্রগুলোতে ভিজিলেন্স টিম নিয়োজিত থাকবে। যেকোনো অনিয়ম রোধে কঠোর ব্যবস্থা নেওয়া হবে বলে জানিয়েছে শিক্ষা বোর্ড। পরীক্ষার্থীদের পরীক্ষা শুরুর ত্রিশ মিনিট আগে কেন্দ্রে প্রবেশ করতে হবে। প্রবেশপত্র ছাড়া কাউকে কেন্দ্রে ঢুকতে দেওয়া হবে না। অভিভাবকদের কেন্দ্রের আশপাশে ভিড় না করার অনুরোধ জানানো হয়েছে। — [50, 1969, 382, 2181]
story-exam — [50, 1907, 382, 2377]
column-1 — [50, 202, 382, 2377]
story-headline: রাজশাহীর পুঠিয়া পৌর — [446, 1099, 675, 1129]
story-chhagol — [50, 680, 382, 991]
story-headline: শেখ হাসিনার সরকার — [799, 1561, 1011, 1591]
